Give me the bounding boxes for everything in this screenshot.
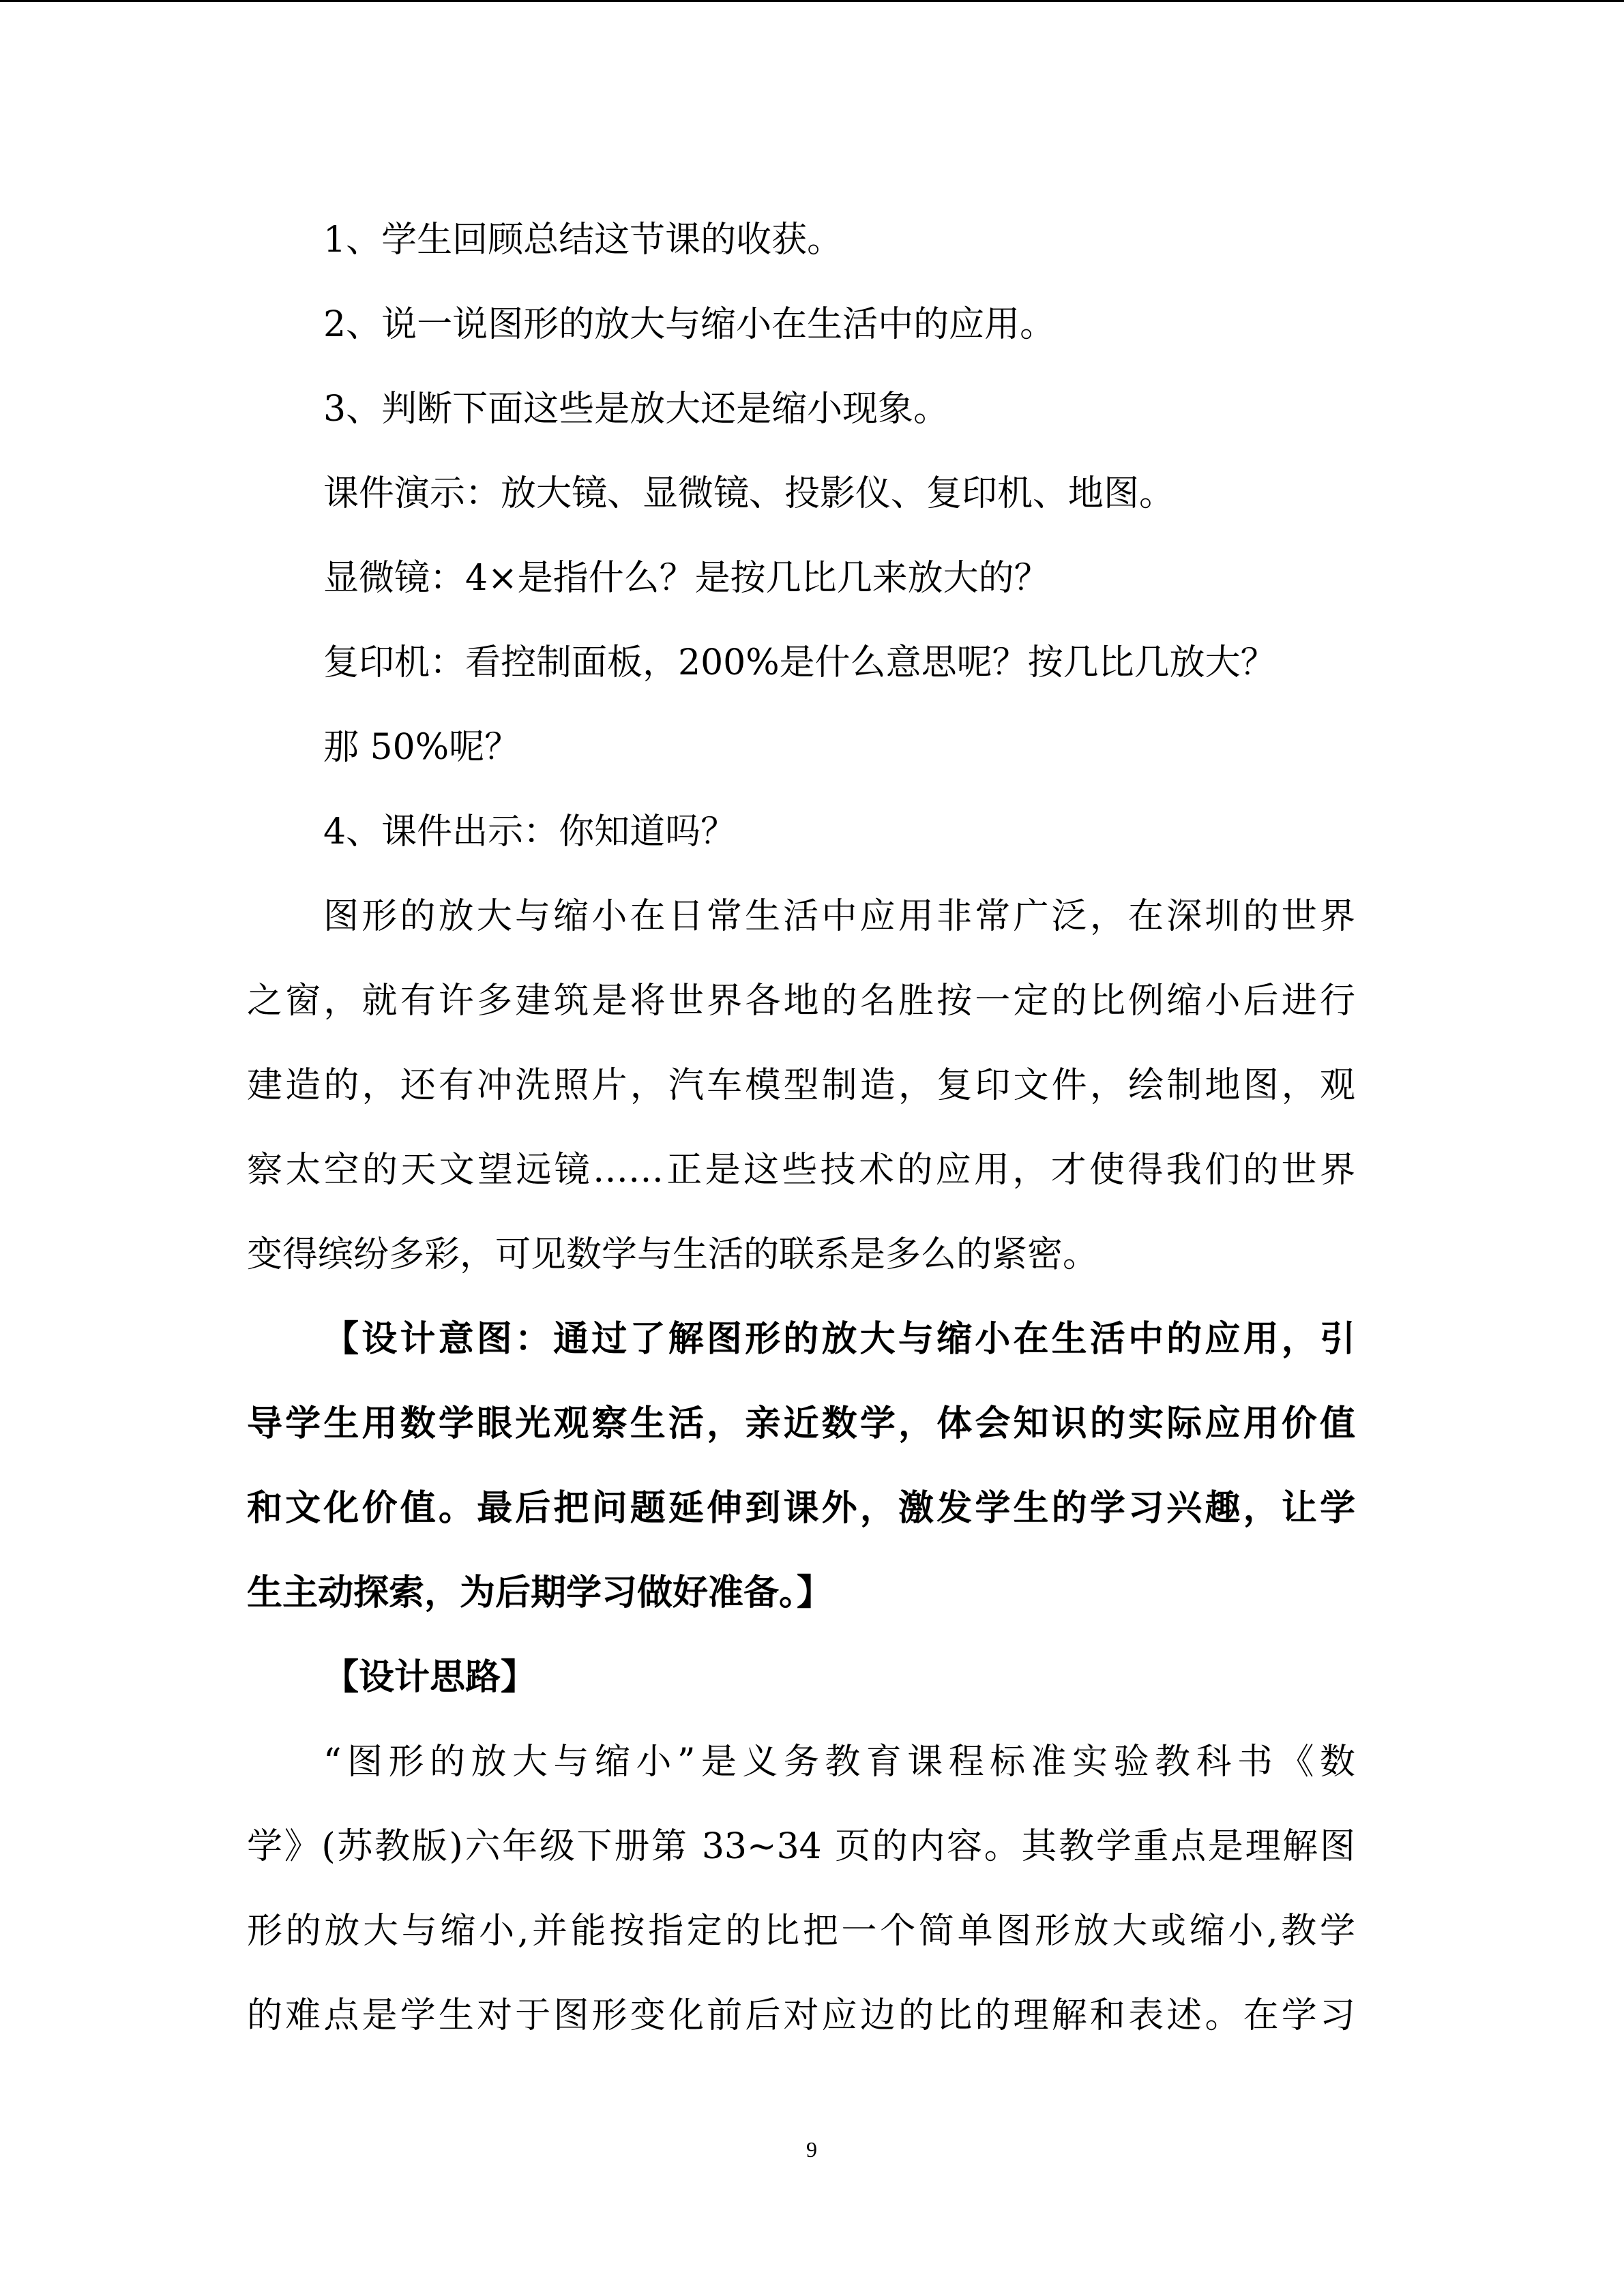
paragraph-line: 变得缤纷多彩，可见数学与生活的联系是多么的紧密。 <box>247 1234 1099 1275</box>
paragraph-line: “图形的放大与缩小”是义务教育课程标准实验教科书《数 <box>323 1742 1355 1783</box>
paragraph-line: 察太空的天文望远镜……正是这些技术的应用，才使得我们的世界 <box>247 1150 1355 1191</box>
text-line-microscope: 显微镜：4×是指什么？是按几比几来放大的？ <box>323 558 1050 599</box>
design-intent-line: 生主动探索，为后期学习做好准备。】 <box>247 1572 833 1613</box>
text-line-summary: 1、学生回顾总结这节课的收获。 <box>323 220 843 260</box>
paragraph-line: 图形的放大与缩小在日常生活中应用非常广泛，在深圳的世界 <box>323 896 1355 937</box>
section-heading-design-thinking: 【设计思路】 <box>323 1657 537 1698</box>
design-intent-line: 【设计意图：通过了解图形的放大与缩小在生活中的应用，引 <box>323 1319 1355 1360</box>
top-border-line <box>0 0 1624 2</box>
text-line-demo: 课件演示：放大镜、显微镜、投影仪、复印机、地图。 <box>323 473 1175 514</box>
design-intent-line: 导学生用数学眼光观察生活，亲近数学，体会知识的实际应用价值 <box>247 1403 1355 1444</box>
text-line-applications: 2、说一说图形的放大与缩小在生活中的应用。 <box>323 304 1056 345</box>
text-line-copier: 复印机：看控制面板，200%是什么意思呢？按几比几放大？ <box>323 642 1276 683</box>
page-number: 9 <box>806 2137 817 2162</box>
paragraph-line: 之窗，就有许多建筑是将世界各地的名胜按一定的比例缩小后进行 <box>247 981 1355 1022</box>
text-line-judge: 3、判断下面这些是放大还是缩小现象。 <box>323 389 949 430</box>
design-intent-line: 和文化价值。最后把问题延伸到课外，激发学生的学习兴趣，让学 <box>247 1488 1355 1529</box>
paragraph-line: 建造的，还有冲洗照片，汽车模型制造，复印文件，绘制地图，观 <box>247 1065 1355 1106</box>
paragraph-line: 的难点是学生对于图形变化前后对应边的比的理解和表述。在学习 <box>247 1995 1355 2036</box>
paragraph-line: 学》(苏教版)六年级下册第 33~34 页的内容。其教学重点是理解图 <box>247 1826 1355 1867</box>
paragraph-line: 形的放大与缩小,并能按指定的比把一个简单图形放大或缩小,教学 <box>247 1911 1355 1952</box>
text-line-did-you-know: 4、课件出示：你知道吗？ <box>323 811 737 852</box>
text-line-fifty-percent: 那 50%呢？ <box>323 727 520 768</box>
